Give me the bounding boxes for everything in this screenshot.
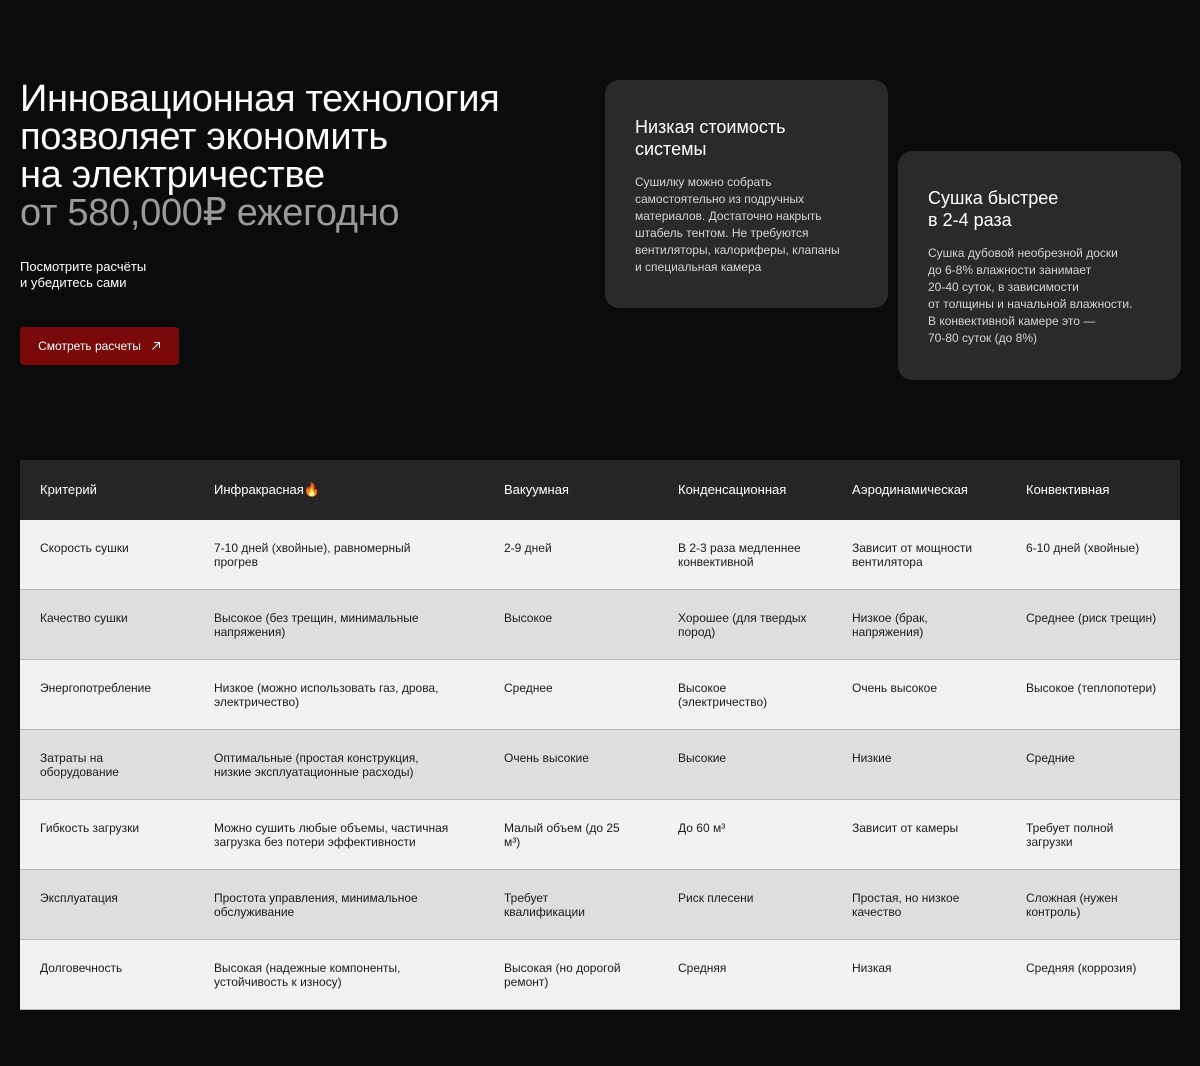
table-row <box>20 800 1180 870</box>
table-row-criterion: Качество сушки <box>40 611 128 625</box>
arrow-up-right-icon <box>151 341 161 351</box>
table-header-cell: Инфракрасная🔥 <box>214 482 320 497</box>
table-cell: Требует квалификации <box>504 891 585 919</box>
table-header-cell: Конденсационная <box>678 482 787 497</box>
table-cell: Зависит от мощности вентилятора <box>852 541 973 569</box>
hero-title-line: позволяет экономить <box>20 116 388 158</box>
table-cell: Низкие <box>852 751 892 765</box>
table-row <box>20 660 1180 730</box>
table-cell: Среднее (риск трещин) <box>1026 611 1157 625</box>
table-cell: Высокая (но дорогой ремонт) <box>504 961 621 989</box>
table-cell: Высокая (надежные компоненты, устойчивость к износу) <box>214 961 401 989</box>
view-calculations-button[interactable] <box>20 327 179 365</box>
table-cell: Низкое (можно использовать газ, дрова, электричество) <box>214 681 439 709</box>
view-calculations-label: Смотреть расчеты <box>38 339 141 353</box>
card-title-line: Низкая стоимость <box>635 117 786 137</box>
table-cell: Среднее <box>504 681 553 695</box>
card-text-line: от толщины и начальной влажности. <box>928 297 1133 311</box>
table-cell: Простая, но низкое качество <box>852 891 960 919</box>
card-text-line: Сушка дубовой необрезной доски <box>928 246 1118 260</box>
table-row-criterion: Эксплуатация <box>40 891 118 905</box>
table-header-cell: Вакуумная <box>504 482 569 497</box>
card-text-line: В конвективной камере это — <box>928 314 1096 328</box>
table-cell: Простота управления, минимальное обслуживание <box>214 891 418 919</box>
card-text-line: Сушилку можно собрать <box>635 175 772 189</box>
card-title-line: системы <box>635 139 707 159</box>
table-cell: Малый объем (до 25 м³) <box>504 821 620 849</box>
table-cell: Высокие <box>678 751 727 765</box>
card-text <box>635 174 858 276</box>
hero-title <box>20 80 600 232</box>
hero-title-line: Инновационная технология <box>20 78 500 120</box>
table-row-criterion: Затраты на оборудование <box>40 751 119 779</box>
card-text-line: 20-40 суток, в зависимости <box>928 280 1079 294</box>
card-title-line: Сушка быстрее <box>928 188 1059 208</box>
table-cell: Средняя (коррозия) <box>1026 961 1137 975</box>
table-cell: В 2-3 раза медленнее конвективной <box>678 541 801 569</box>
table-cell: Хорошее (для твердых пород) <box>678 611 807 639</box>
table-row <box>20 520 1180 590</box>
card-text-line: вентиляторы, калориферы, клапаны <box>635 243 840 257</box>
card-text-line: до 6-8% влажности занимает <box>928 263 1092 277</box>
card-text-line: материалов. Достаточно накрыть <box>635 209 822 223</box>
table-cell: Высокое (теплопотери) <box>1026 681 1157 695</box>
table-cell: Низкое (брак, напряжения) <box>852 611 928 639</box>
table-cell: Очень высокое <box>852 681 938 695</box>
table-cell: Зависит от камеры <box>852 821 959 835</box>
table-cell: Высокое <box>504 611 553 625</box>
table-row-criterion: Гибкость загрузки <box>40 821 140 835</box>
card-text-line: самостоятельно из подручных <box>635 192 805 206</box>
table-cell: Очень высокие <box>504 751 589 765</box>
table-cell: Высокое (электричество) <box>678 681 768 709</box>
table-cell: 7-10 дней (хвойные), равномерный прогрев <box>214 541 411 569</box>
table-row-criterion: Энергопотребление <box>40 681 152 695</box>
card-title-line: в 2-4 раза <box>928 210 1012 230</box>
hero-title-line: на электричестве <box>20 154 325 196</box>
table-cell: Средняя <box>678 961 727 975</box>
table-row <box>20 870 1180 940</box>
comparison-table <box>20 460 1180 1010</box>
table-cell: Средние <box>1026 751 1075 765</box>
card-text-line: и специальная камера <box>635 260 762 274</box>
table-body <box>20 520 1180 1010</box>
table-header-cell: Критерий <box>40 482 97 497</box>
table-header <box>20 460 1180 520</box>
table-cell: Высокое (без трещин, минимальные напряжения) <box>214 611 419 639</box>
hero-subtitle-line: Посмотрите расчёты <box>20 259 147 274</box>
table-header-cell: Аэродинамическая <box>852 482 968 497</box>
table-cell: Требует полной загрузки <box>1026 821 1114 849</box>
table-header-cell: Конвективная <box>1026 482 1110 497</box>
card-text-line: 70-80 суток (до 8%) <box>928 331 1037 345</box>
table-row-criterion: Долговечность <box>40 961 123 975</box>
table-cell: 2-9 дней <box>504 541 552 555</box>
card-title <box>635 116 858 160</box>
table-row <box>20 730 1180 800</box>
table-cell: Оптимальные (простая конструкция, низкие эксплуатационные расходы) <box>214 751 419 779</box>
table-row <box>20 940 1180 1010</box>
feature-card-low-cost <box>605 80 888 308</box>
card-text-line: штабель тентом. Не требуются <box>635 226 809 240</box>
table-cell: До 60 м³ <box>678 821 726 835</box>
hero-subtitle-line: и убедитесь сами <box>20 275 127 290</box>
table-cell: Сложная (нужен контроль) <box>1026 891 1118 919</box>
hero-subtitle <box>20 259 240 291</box>
table-cell: Низкая <box>852 961 892 975</box>
table-cell: Можно сушить любые объемы, частичная загрузка без потери эффективности <box>214 821 449 849</box>
feature-card-faster-drying <box>898 151 1181 380</box>
hero-title-highlight: от 580,000₽ ежегодно <box>20 192 400 234</box>
table-cell: 6-10 дней (хвойные) <box>1026 541 1140 555</box>
table-row-criterion: Скорость сушки <box>40 541 129 555</box>
card-title <box>928 187 1151 231</box>
card-text <box>928 245 1151 347</box>
table-cell: Риск плесени <box>678 891 754 905</box>
table-row <box>20 590 1180 660</box>
